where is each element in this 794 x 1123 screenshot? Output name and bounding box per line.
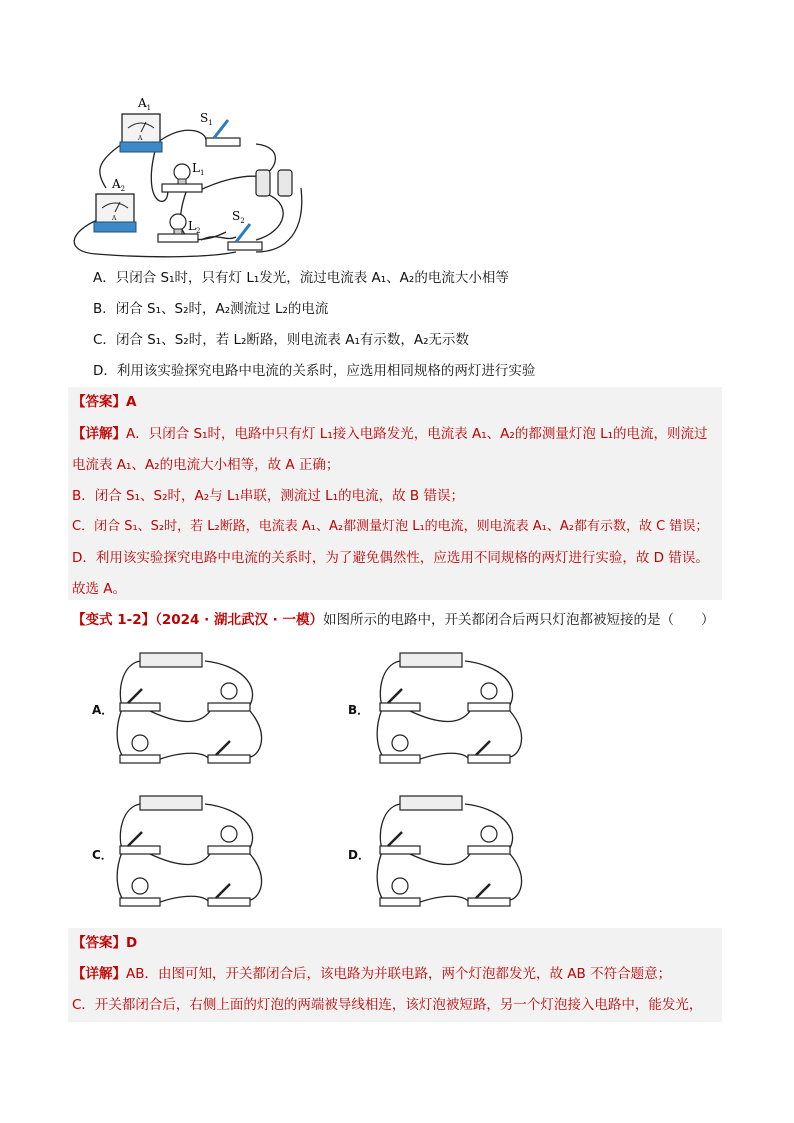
q2-option-a-label: A． — [92, 703, 114, 717]
option-c: C．闭合 S₁、S₂时，若 L₂断路，则电流表 A₁有示数，A₂无示数 — [93, 332, 470, 348]
circuit-option-b — [370, 645, 530, 775]
bulb-l2 — [158, 214, 200, 242]
svg-text:S2: $S_2$ — [232, 209, 245, 225]
circuit-option-a — [110, 645, 270, 775]
circuit-figure-q1 — [66, 92, 326, 264]
q2-option-d-label: D． — [348, 848, 370, 862]
option-a: A．只闭合 S₁时，只有灯 L₁发光，流过电流表 A₁、A₂的电流大小相等 — [93, 270, 509, 286]
option-d: D．利用该实验探究电路中电流的关系时，应选用相同规格的两灯进行实验 — [93, 363, 536, 379]
battery-pack — [256, 170, 292, 196]
q2-option-c-label: C． — [92, 848, 113, 862]
switch-s2 — [228, 209, 262, 250]
label-a2: $A_2$ — [112, 177, 126, 193]
ammeter-a2 — [94, 177, 136, 232]
q2-stem: 【变式 1-2】（2024 · 湖北武汉 · 一模）如图所示的电路中，开关都闭合后两只灯泡都被短接的是（ ） — [72, 612, 715, 628]
q2-answer: 【答案】D — [72, 935, 138, 951]
q1-detail-line-2: 电流表 A₁、A₂的电流大小相等，故 A 正确； — [72, 457, 340, 473]
circuit-option-c — [110, 788, 270, 918]
q1-detail-line-5: D．利用该实验探究电路中电流的关系时，为了避免偶然性，应选用不同规格的两灯进行实验，故 D 错误。 — [72, 550, 709, 566]
q1-detail-line-4: C．闭合 S₁、S₂时，若 L₂断路，电流表 A₁、A₂都测量灯泡 L₁的电流，则电流表 A₁、A₂都有示数，故 C 错误； — [72, 519, 709, 534]
q1-answer: 【答案】A — [72, 394, 137, 410]
svg-text:L2: $L_2$ — [188, 219, 201, 235]
q1-detail-line-6: 故选 A。 — [72, 581, 127, 597]
label-a1: $A_1$ — [138, 96, 152, 112]
q2-detail-line-2: C．开关都闭合后，右侧上面的灯泡的两端被导线相连，该灯泡被短路，另一个灯泡接入电路中，能发光， — [72, 997, 703, 1013]
q2-detail-line-1: 【详解】AB．由图可知，开关都闭合后，该电路为并联电路，两个灯泡都发光，故 AB 不符合题意； — [72, 966, 672, 982]
bulb-l1 — [162, 161, 204, 192]
circuit-option-d — [370, 788, 530, 918]
switch-s1 — [200, 111, 240, 146]
svg-text:A: A — [112, 215, 117, 222]
q1-detail-line-3: B．闭合 S₁、S₂时，A₂与 L₁串联，测流过 L₁的电流，故 B 错误； — [72, 488, 464, 504]
svg-text:S1: $S_1$ — [200, 111, 213, 127]
ammeter-a1 — [120, 96, 162, 152]
q1-detail-line-1: 【详解】A．只闭合 S₁时，电路中只有灯 L₁接入电路发光，电流表 A₁、A₂的都测量灯泡 L₁的电流，则流过 — [72, 426, 708, 442]
svg-text:L1: $L_1$ — [192, 161, 205, 177]
option-b: B．闭合 S₁、S₂时，A₂测流过 L₂的电流 — [93, 301, 329, 317]
q2-option-b-label: B． — [348, 703, 370, 717]
svg-text:A: A — [138, 135, 143, 142]
